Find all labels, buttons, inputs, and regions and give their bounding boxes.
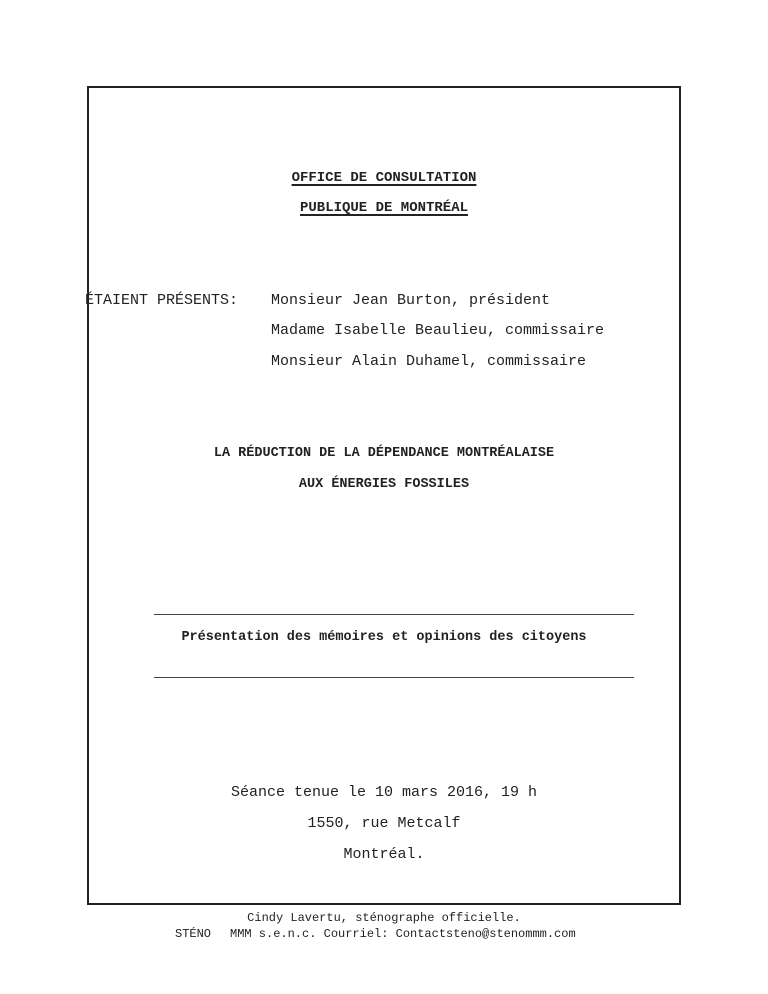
- footer-contact: MMM s.e.n.c. Courriel: Contactsteno@stenommm.com: [230, 927, 576, 941]
- divider-bottom: [154, 677, 634, 678]
- session-date: Séance tenue le 10 mars 2016, 19 h: [230, 784, 538, 801]
- subject-line-2: AUX ÉNERGIES FOSSILES: [298, 477, 470, 492]
- attendee-3: Monsieur Alain Duhamel, commissaire: [271, 353, 587, 370]
- subject-line-1: LA RÉDUCTION DE LA DÉPENDANCE MONTRÉALAISE: [213, 446, 555, 461]
- session-city: Montréal.: [343, 846, 425, 863]
- header-line-1: OFFICE DE CONSULTATION: [291, 170, 477, 186]
- footer-steno-label: STÉNO: [175, 927, 212, 941]
- session-title: Présentation des mémoires et opinions des citoyens: [181, 630, 587, 645]
- footer-stenographer: Cindy Lavertu, sténographe officielle.: [247, 911, 521, 925]
- attendee-1: Monsieur Jean Burton, président: [271, 292, 551, 309]
- attendee-2: Madame Isabelle Beaulieu, commissaire: [271, 322, 605, 339]
- header-line-2: PUBLIQUE DE MONTRÉAL: [299, 200, 469, 216]
- attendees-label: ÉTAIENT PRÉSENTS:: [85, 292, 239, 309]
- session-address: 1550, rue Metcalf: [307, 815, 461, 832]
- divider-top: [154, 614, 634, 615]
